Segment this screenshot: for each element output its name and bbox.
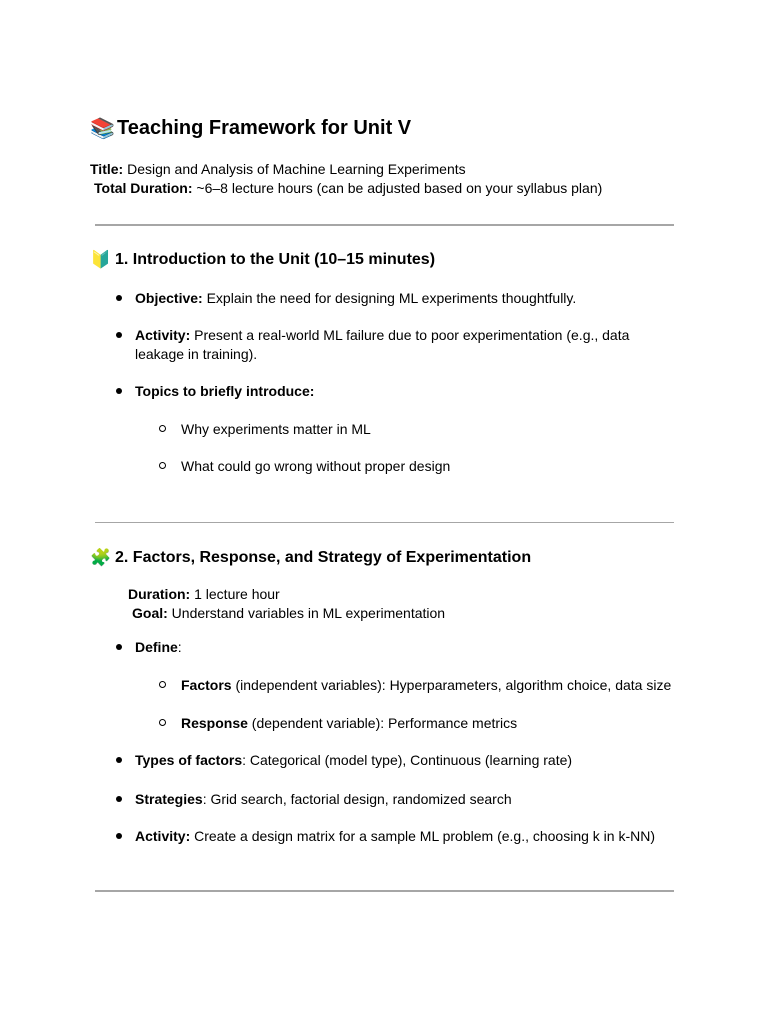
meta-duration-line [94,180,602,196]
section-2-activity-label: Activity: [135,828,191,844]
meta-title-label: Title: [90,161,124,177]
list-item-factors [181,676,671,695]
objective-label: Objective: [135,290,203,306]
strategies-value: : Grid search, factorial design, randomized search [202,791,512,807]
section-2-duration-value: 1 lecture hour [190,586,280,602]
types-label: Types of factors [135,752,243,768]
divider [95,522,674,523]
bullet-icon [116,295,122,301]
list-item-topic: Why experiments matter in ML [181,421,371,437]
define-label: Define [135,639,178,655]
activity-label: Activity: [135,327,191,343]
page-title-text: Teaching Framework for Unit V [117,116,412,139]
list-item-objective [135,289,576,308]
response-label: Response [181,715,248,731]
factors-value: (independent variables): Hyperparameters, algorithm choice, data size [231,677,672,693]
bullet-icon [116,332,122,338]
activity-value: Present a real-world ML failure due to poor experimentation (e.g., data leakage in training). [135,327,630,362]
section-2-goal-line [132,605,445,621]
section-1-heading [90,249,435,271]
bullet-icon [116,796,122,802]
list-item-define [135,638,182,657]
strategies-label: Strategies [135,791,203,807]
divider [95,224,674,226]
list-item-types [135,751,572,770]
meta-duration-label: Total Duration: [94,180,193,196]
list-item-topic: What could go wrong without proper design [181,458,451,474]
factors-label: Factors [181,677,232,693]
list-item-response [181,714,517,733]
section-2-duration-label: Duration: [128,586,191,602]
books-icon: 📚 [90,116,115,140]
list-item-topics [135,382,314,401]
list-item-strategies [135,790,512,809]
page-title [90,116,411,140]
meta-title-line [90,161,466,177]
section-2-goal-label: Goal: [132,605,168,621]
list-item-activity [135,827,655,846]
bullet-icon [116,644,122,650]
meta-duration-value: ~6–8 lecture hours (can be adjusted based on your syllabus plan) [192,180,603,196]
bullet-icon [116,833,122,839]
bullet-icon [116,388,122,394]
objective-value: Explain the need for designing ML experiments thoughtfully. [202,290,577,306]
response-value: (dependent variable): Performance metrics [247,715,518,731]
list-item-activity [135,326,680,364]
section-1-heading-text: 1. Introduction to the Unit (10–15 minutes) [115,251,436,268]
beginner-badge-icon: 🔰 [90,250,112,270]
types-value: : Categorical (model type), Continuous (learning rate) [242,752,573,768]
puzzle-piece-icon: 🧩 [90,548,112,568]
bullet-icon [116,757,122,763]
section-2-heading [90,547,531,569]
section-2-heading-text: 2. Factors, Response, and Strategy of Experimentation [115,549,532,566]
topics-label: Topics to briefly introduce: [135,383,315,399]
circle-bullet-icon [159,425,166,432]
section-2-activity-value: Create a design matrix for a sample ML problem (e.g., choosing k in k-NN) [190,828,656,844]
circle-bullet-icon [159,681,166,688]
circle-bullet-icon [159,719,166,726]
circle-bullet-icon [159,462,166,469]
meta-title-value: Design and Analysis of Machine Learning Experiments [123,161,466,177]
divider [95,890,674,892]
define-suffix: : [177,639,182,655]
section-2-goal-value: Understand variables in ML experimentation [167,605,446,621]
section-2-duration-line [128,586,280,602]
